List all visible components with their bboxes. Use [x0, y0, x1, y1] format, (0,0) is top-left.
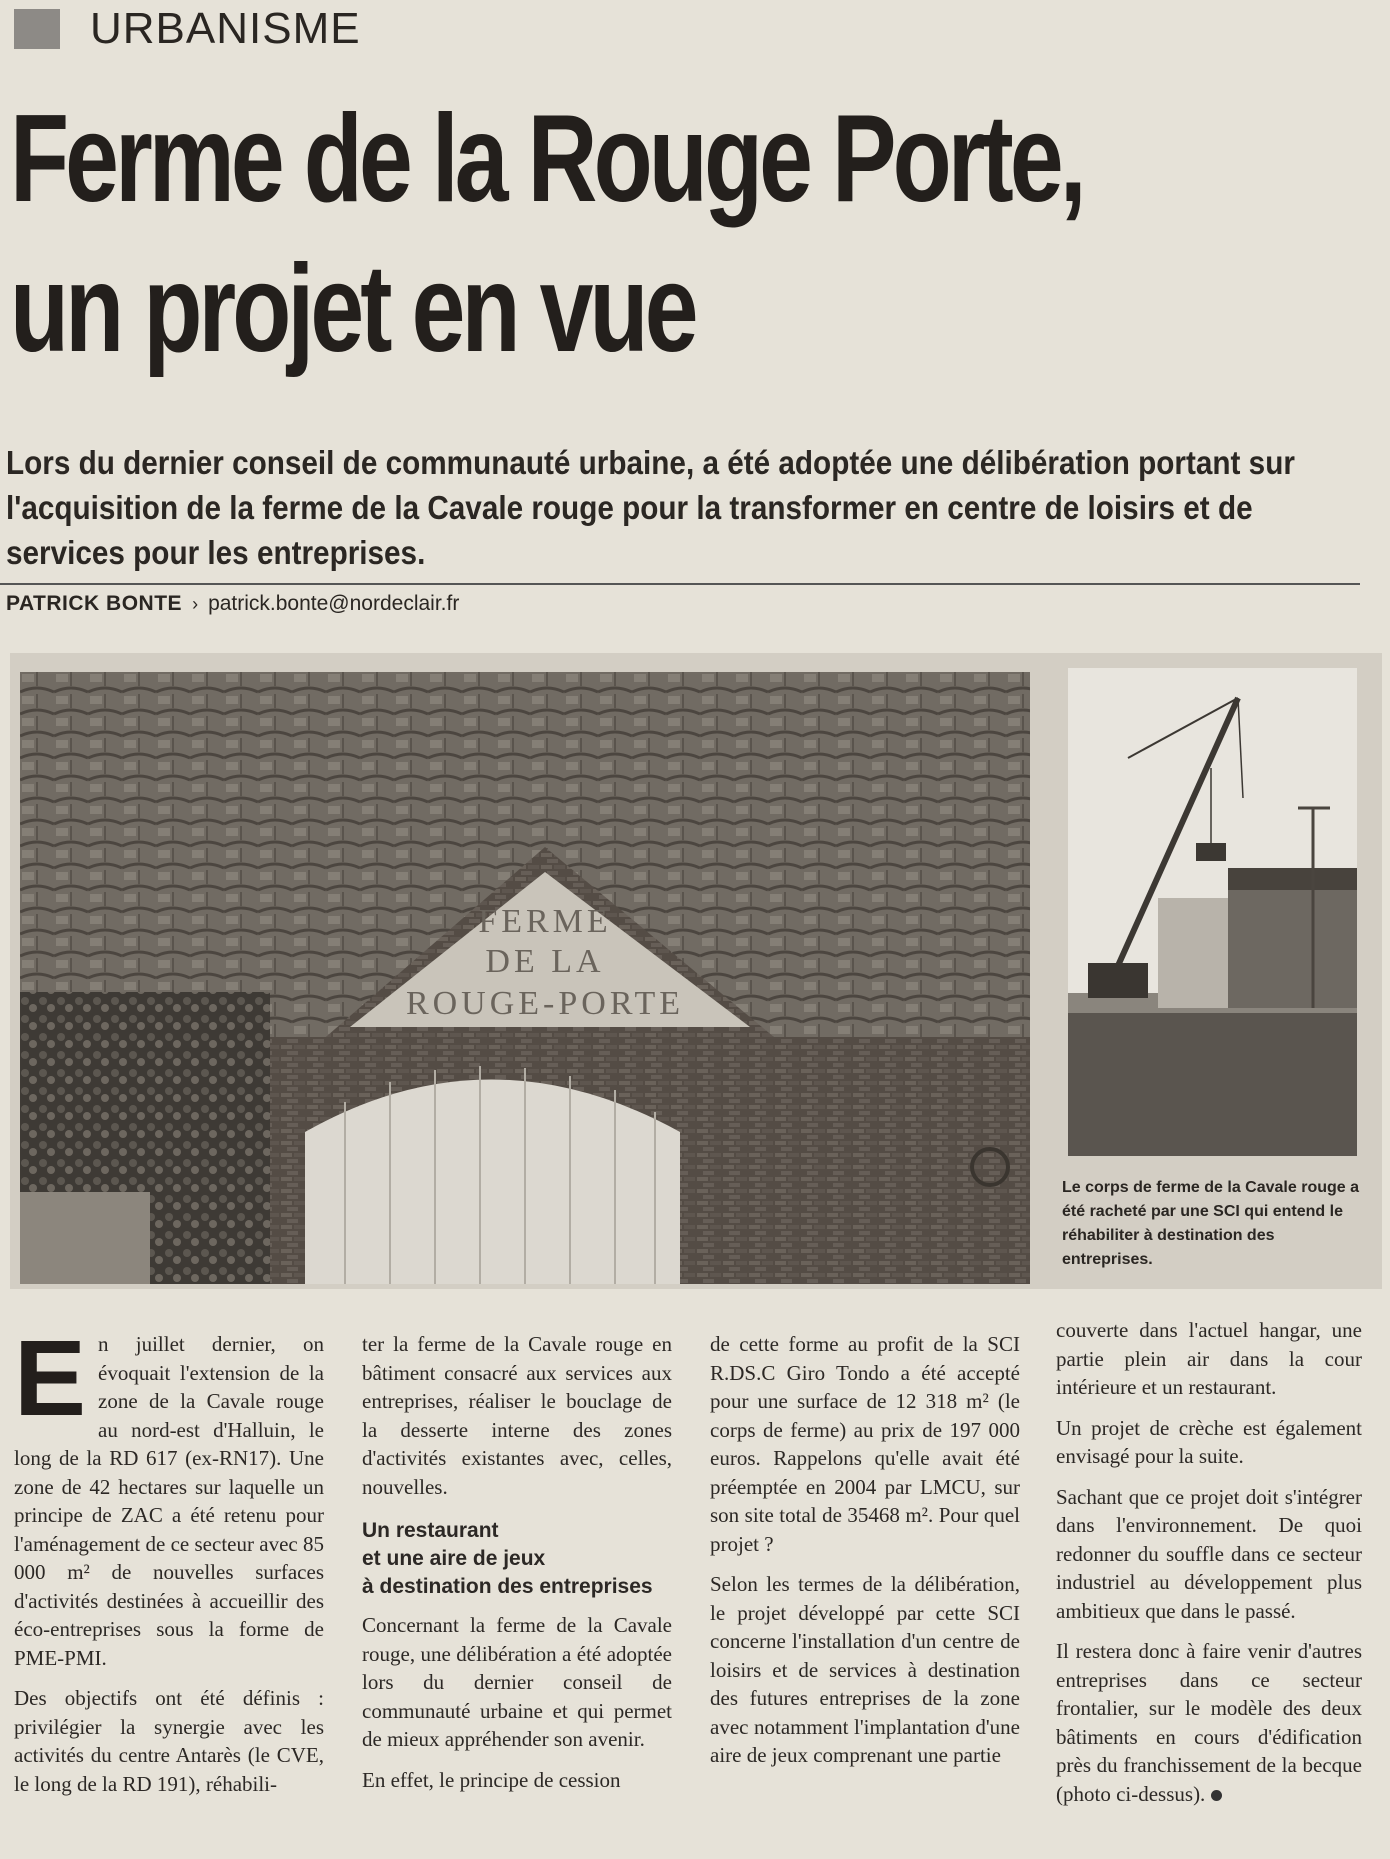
paragraph — [14, 1317, 324, 1672]
drop-cap: E — [14, 1317, 87, 1438]
section-rubric — [14, 6, 361, 52]
paragraph: Sachant que ce projet doit s'intégrer dans l'environnement. De quoi redonner du souffle dans ce secteur industriel au développement plus ambitieux que dans le passé. — [1056, 1484, 1362, 1623]
byline — [6, 592, 459, 616]
standfirst-text: Lors du dernier conseil de communauté urbaine, a été adoptée une délibération portant sur l'acquisition de la ferme de la Cavale rouge pour la transformer en centre de loisirs et de services pour les entreprises. — [6, 444, 1295, 571]
article-column-3 — [710, 1330, 1020, 1782]
chevron-right-icon: › — [192, 593, 199, 614]
photo-caption: Le corps de ferme de la Cavale rouge a été racheté par une SCI qui entend le réhabiliter à destination des entreprises. — [1062, 1179, 1360, 1268]
paragraph: couverte dans l'actuel hangar, une partie plein air dans la cour intérieure et un restaurant. — [1056, 1318, 1362, 1399]
subheading — [362, 1517, 672, 1601]
sign-line-3: ROUGE-PORTE — [405, 985, 685, 1022]
headline — [10, 84, 1383, 384]
byline-author: PATRICK BONTE — [6, 592, 183, 615]
paragraph: de cette forme au profit de la SCI R.DS.C Giro Tondo a été accepté pour une surface de 12 318 m² (le corps de ferme) au prix de 197 000 euros. Rappelons qu'elle avait été préemptée en 2004 par LMCU, sur son site total de 35468 m². Pour quel projet ? — [710, 1332, 1020, 1556]
paragraph: ter la ferme de la Cavale rouge en bâtiment consacré aux services aux entreprises, réaliser le bouclage de la desserte interne des zones d'activités existantes avec, celles, nouvelles. — [362, 1332, 672, 1499]
subheading-line: Un restaurant — [362, 1519, 499, 1542]
farm-photo — [20, 672, 1030, 1284]
article-column-1 — [14, 1317, 324, 1810]
paragraph: Des objectifs ont été définis : privilégier la synergie avec les activités du centre Antarès (le CVE, le long de la RD 191), réhabili- — [14, 1686, 324, 1796]
subheading-line: à destination des entreprises — [362, 1575, 653, 1598]
sign-line-2: DE LA — [485, 943, 605, 980]
construction-photo-image — [1068, 668, 1357, 1156]
paragraph: Concernant la ferme de la Cavale rouge, une délibération a été adoptée lors du dernier conseil de communauté urbaine et qui permet de mieux appréhender son avenir. — [362, 1613, 672, 1751]
article-column-4 — [1056, 1316, 1362, 1820]
rubric-label: URBANISME — [90, 4, 361, 53]
construction-photo — [1068, 668, 1357, 1156]
byline-email: patrick.bonte@nordeclair.fr — [208, 592, 460, 615]
end-mark-icon — [1211, 1790, 1222, 1801]
headline-line-1: Ferme de la Rouge Porte, — [10, 90, 1083, 228]
paragraph-text: n juillet dernier, on évoquait l'extension de la zone de la Cavale rouge au nord-est d'Halluin, le long de la RD 617 (ex-RN17). Une zone de 42 hectares sur laquelle un principe de ZAC a été retenu pour l'aménagement de ce secteur avec 85 000 m² de nouvelles surfaces d'activités destinées à accueillir des éco-entreprises sous la forme de PME-PMI. — [14, 1332, 324, 1670]
rubric-marker — [14, 9, 60, 49]
paragraph-text: Il restera donc à faire venir d'autres entreprises dans ce secteur frontalier, sur le modèle des deux bâtiments en cours d'édification près du franchissement de la becque (photo ci-dessus). — [1056, 1639, 1362, 1806]
article-column-2 — [362, 1330, 672, 1806]
sign-line-1: FERME — [478, 903, 612, 940]
divider-rule — [0, 583, 1360, 585]
paragraph: Selon les termes de la délibération, le projet développé par cette SCI concerne l'installation d'un centre de loisirs et de services à destination des futures entreprises de la zone avec notamment l'implantation d'une aire de jeux comprenant une partie — [710, 1572, 1020, 1767]
standfirst — [6, 440, 1376, 575]
paragraph: Un projet de crèche est également envisagé pour la suite. — [1056, 1415, 1362, 1468]
farm-photo-image — [20, 672, 1030, 1284]
subheading-line: et une aire de jeux — [362, 1547, 546, 1570]
headline-line-2: un projet en vue — [10, 240, 695, 378]
paragraph — [1056, 1637, 1362, 1808]
paragraph: En effet, le principe de cession — [362, 1767, 621, 1792]
